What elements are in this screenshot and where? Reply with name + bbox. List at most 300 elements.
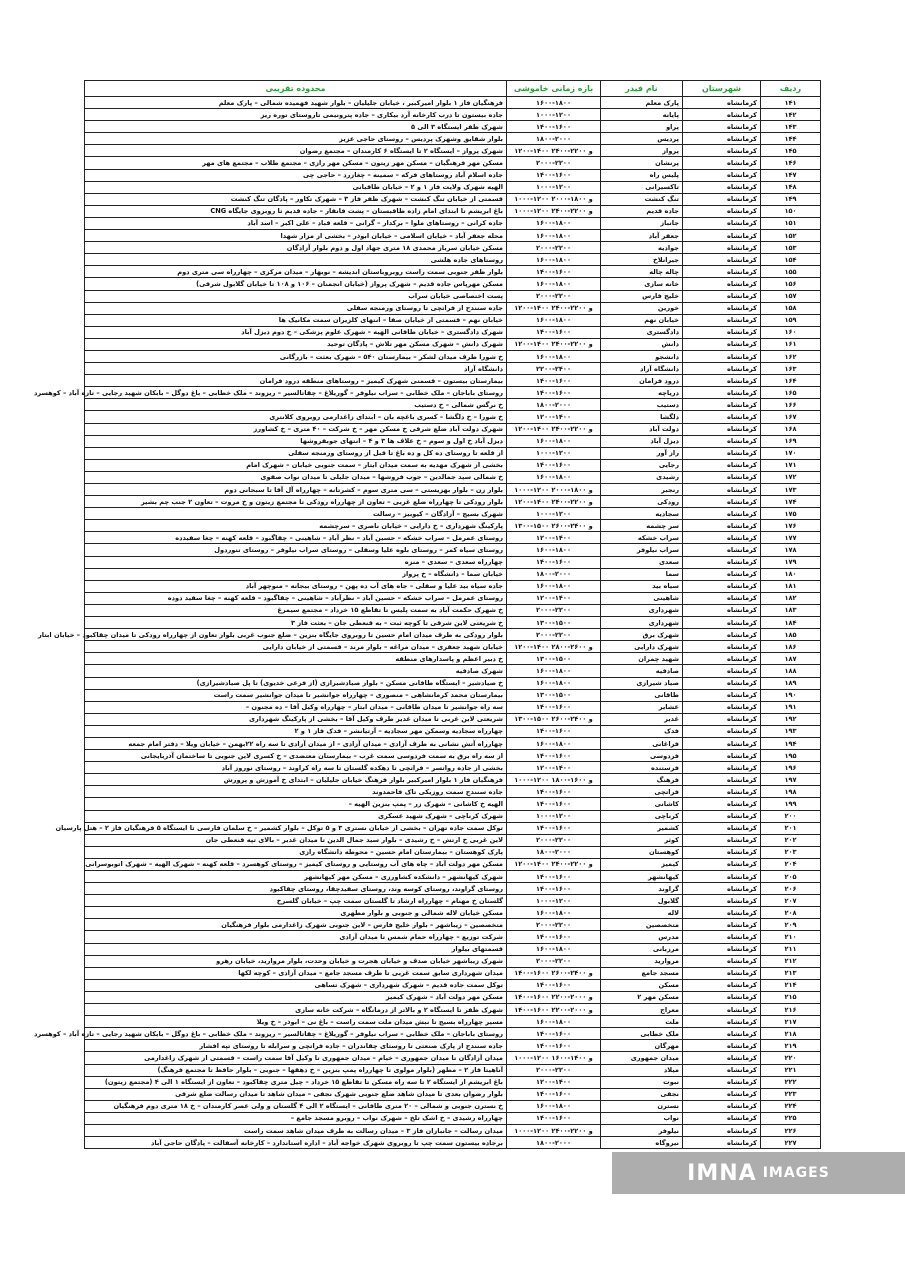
- cell-city: کرمانشاه: [683, 1124, 761, 1136]
- cell-row-number: ۱۷۱: [761, 459, 821, 471]
- cell-city: کرمانشاه: [683, 762, 761, 774]
- table-row: [85, 919, 821, 931]
- table-row: [85, 217, 821, 229]
- cell-approximate-area: شهرک دانش – شهرک مسکن مهر تلاش – پادگان توحید: [85, 338, 507, 350]
- header-feeder: نام فیدر: [601, 81, 683, 97]
- table-row: [85, 774, 821, 786]
- table-row: [85, 133, 821, 145]
- cell-approximate-area: مسکن خیابان سرباز محمدی ۱۸ متری جهاد اول و دوم بلوار آزادگان: [85, 242, 507, 254]
- cell-row-number: ۱۸۴: [761, 617, 821, 629]
- cell-feeder: سما: [601, 568, 683, 580]
- cell-city: کرمانشاه: [683, 266, 761, 278]
- cell-feeder: کوثر: [601, 834, 683, 846]
- table-row: [85, 290, 821, 302]
- cell-approximate-area: توکل سمت جاده تهران – بخشی از خیابان نستری ۳ و ۵ توکل – بلوار کشمیر – خ سلمان فارسی تا ایستگاه ۵ فرهنگیان فاز ۲ – هتل پارسیان: [85, 822, 507, 834]
- cell-outage-time: ۱۰۰۰-۱۲۰۰: [507, 447, 601, 459]
- cell-city: کرمانشاه: [683, 568, 761, 580]
- header-outage-time: بازه زمانی خاموشی: [507, 81, 601, 97]
- cell-outage-time: ۱۰۰۰-۱۲۰۰: [507, 810, 601, 822]
- cell-outage-time: ۱۶۰۰-۱۸۰۰: [507, 665, 601, 677]
- cell-approximate-area: پارکینگ شهرداری – خ دارایی – خیابان ناصری – سرچشمه: [85, 520, 507, 532]
- cell-outage-time: ۱۲۰۰-۱۴۰۰: [507, 762, 601, 774]
- cell-row-number: ۱۵۲: [761, 230, 821, 242]
- cell-city: کرمانشاه: [683, 544, 761, 556]
- cell-feeder: مسجد جامع: [601, 967, 683, 979]
- cell-feeder: سیاه بید: [601, 580, 683, 592]
- cell-city: کرمانشاه: [683, 1016, 761, 1028]
- cell-feeder: شهرک دارایی: [601, 641, 683, 653]
- cell-outage-time: ۱۰۰۰-۱۲۰۰ و ۲۲۰۰-۲۴۰۰: [507, 1124, 601, 1136]
- table-row: [85, 459, 821, 471]
- cell-approximate-area: روستای عمرمل – سراب خشکه – حسین آباد – نظر آباد – شاهینی – چقاگبود – قلعه کهنه – چغا سفیدده: [85, 532, 507, 544]
- table-row: [85, 641, 821, 653]
- cell-city: کرمانشاه: [683, 1028, 761, 1040]
- table-row: [85, 665, 821, 677]
- cell-row-number: ۱۸۱: [761, 580, 821, 592]
- cell-approximate-area: مسکن خیابان لاله شمالی و جنوبی و بلوار مطهری: [85, 907, 507, 919]
- cell-approximate-area: شهرک ظفر تا ایستگاه ۲ و بالاتر از درمانگاه – شرکت خانه سازی: [85, 1004, 507, 1016]
- cell-outage-time: ۱۰۰۰-۱۲۰۰: [507, 508, 601, 520]
- cell-feeder: تاکسیرانی: [601, 181, 683, 193]
- cell-row-number: ۱۹۸: [761, 786, 821, 798]
- cell-outage-time: ۱۴۰۰-۱۶۰۰: [507, 1028, 601, 1040]
- cell-city: کرمانشاه: [683, 97, 761, 109]
- cell-approximate-area: مسیر چهارراه بسیج تا نبش میدان ملت سمت راست – باغ نی – ابوذر – خ ویلا: [85, 1016, 507, 1028]
- cell-row-number: ۲۰۹: [761, 919, 821, 931]
- cell-row-number: ۱۶۱: [761, 338, 821, 350]
- cell-approximate-area: پست اختصاصی خیابان سراب: [85, 290, 507, 302]
- cell-feeder: نبوت: [601, 1076, 683, 1088]
- cell-city: کرمانشاه: [683, 193, 761, 205]
- cell-row-number: ۲۲۶: [761, 1124, 821, 1136]
- table-row: [85, 677, 821, 689]
- table-row: [85, 169, 821, 181]
- imna-images-watermark: [612, 1152, 905, 1194]
- cell-city: کرمانشاه: [683, 725, 761, 737]
- cell-row-number: ۲۰۶: [761, 883, 821, 895]
- cell-outage-time: ۱۸۰۰-۲۰۰۰: [507, 133, 601, 145]
- cell-approximate-area: خ شورا – خ دلگشا – کسری باغچه بان – ابتدای زاغدارمی روبروی کلانتری: [85, 411, 507, 423]
- table-row: [85, 592, 821, 604]
- cell-approximate-area: شهرک صادقیه: [85, 665, 507, 677]
- cell-row-number: ۱۷۸: [761, 544, 821, 556]
- table-row: [85, 387, 821, 399]
- cell-outage-time: ۲۰۰۰-۲۲۰۰: [507, 1064, 601, 1076]
- cell-outage-time: ۱۴۰۰-۱۶۰۰: [507, 169, 601, 181]
- cell-city: کرمانشاه: [683, 1112, 761, 1124]
- cell-row-number: ۱۹۳: [761, 725, 821, 737]
- cell-row-number: ۱۶۰: [761, 326, 821, 338]
- cell-outage-time: ۲۰۰۰-۲۲۰۰: [507, 604, 601, 616]
- cell-approximate-area: دانشگاه آزاد: [85, 363, 507, 375]
- table-row: [85, 193, 821, 205]
- cell-approximate-area: سه راه جوانشیر تا میدان طاقانی – میدان ابتار – چهارراه وکیل آقا – ده مجنون –: [85, 701, 507, 713]
- cell-feeder: صیاد شیرازی: [601, 677, 683, 689]
- table-row: [85, 447, 821, 459]
- cell-city: کرمانشاه: [683, 750, 761, 762]
- cell-row-number: ۱۸۷: [761, 653, 821, 665]
- cell-approximate-area: خ صیادشیر – ایستگاه طاقانی مسکن – بلوار صیادشیرازی (از فرعی خدیوی) تا پل صیادشیرازی): [85, 677, 507, 689]
- cell-approximate-area: میدان رسالت – جانبازان فاز ۳ – میدان رسالت به طرف میدان شاهد سمت راست: [85, 1124, 507, 1136]
- table-row: [85, 375, 821, 387]
- cell-feeder: سراب نیلوفر: [601, 544, 683, 556]
- cell-feeder: لاله: [601, 907, 683, 919]
- cell-approximate-area: فرهنگیان فاز ۱ بلوار امیرکبیر بلوار فرهنگ خیابان جلیلیان – ابتدای خ آموزش و پرورش: [85, 774, 507, 786]
- table-row: [85, 967, 821, 979]
- cell-feeder: مسکن مهر ۲: [601, 991, 683, 1003]
- table-row: [85, 266, 821, 278]
- cell-row-number: ۱۵۷: [761, 290, 821, 302]
- cell-feeder: جانباز: [601, 217, 683, 229]
- cell-city: کرمانشاه: [683, 665, 761, 677]
- cell-row-number: ۱۶۵: [761, 387, 821, 399]
- cell-outage-time: ۱۲۰۰-۱۴۰۰ و ۲۲۰۰-۲۴۰۰: [507, 496, 601, 508]
- cell-outage-time: ۱۶۰۰-۱۸۰۰: [507, 580, 601, 592]
- cell-outage-time: ۲۲۰۰-۲۴۰۰: [507, 363, 601, 375]
- cell-outage-time: ۲۰۰۰-۲۲۰۰: [507, 290, 601, 302]
- cell-feeder: دانش: [601, 338, 683, 350]
- cell-feeder: جاده قدیم: [601, 205, 683, 217]
- cell-row-number: ۱۵۶: [761, 278, 821, 290]
- table-row: [85, 871, 821, 883]
- cell-row-number: ۱۴۹: [761, 193, 821, 205]
- cell-feeder: سر چشمه: [601, 520, 683, 532]
- cell-city: کرمانشاه: [683, 556, 761, 568]
- table-row: [85, 508, 821, 520]
- cell-outage-time: ۱۶۰۰-۱۸۰۰: [507, 471, 601, 483]
- cell-row-number: ۲۰۵: [761, 871, 821, 883]
- table-row: [85, 762, 821, 774]
- outage-table: [33, 80, 821, 1149]
- cell-feeder: دانشگاه آزاد: [601, 363, 683, 375]
- cell-row-number: ۲۲۷: [761, 1137, 821, 1149]
- table-row: [85, 931, 821, 943]
- cell-feeder: جیرانلاخ: [601, 254, 683, 266]
- cell-outage-time: ۱۴۰۰-۱۶۰۰: [507, 375, 601, 387]
- cell-city: کرمانشاه: [683, 810, 761, 822]
- cell-outage-time: ۱۶۰۰-۱۸۰۰: [507, 544, 601, 556]
- table-row: [85, 181, 821, 193]
- table-row: [85, 230, 821, 242]
- cell-outage-time: ۱۳۰۰-۱۵۰۰: [507, 653, 601, 665]
- cell-row-number: ۱۸۳: [761, 604, 821, 616]
- table-row: [85, 1064, 821, 1076]
- cell-city: کرمانشاه: [683, 520, 761, 532]
- table-row: [85, 556, 821, 568]
- cell-feeder: میلاد: [601, 1064, 683, 1076]
- cell-city: کرمانشاه: [683, 737, 761, 749]
- cell-approximate-area: خ شمالی سید جمالدین – جوب فروشها – میدان جلیلی تا میدان نواب صفوی: [85, 471, 507, 483]
- cell-outage-time: ۱۰۰۰-۱۲۰۰: [507, 895, 601, 907]
- cell-feeder: پایانه: [601, 109, 683, 121]
- cell-city: کرمانشاه: [683, 1088, 761, 1100]
- cell-outage-time: ۱۲۰۰-۱۴۰۰: [507, 592, 601, 604]
- cell-feeder: فرهنگ: [601, 774, 683, 786]
- cell-approximate-area: مسکن مهر دولت آباد – شهرک کیمیز: [85, 991, 507, 1003]
- cell-row-number: ۲۱۵: [761, 991, 821, 1003]
- cell-feeder: فراتچی: [601, 786, 683, 798]
- cell-row-number: ۱۵۵: [761, 266, 821, 278]
- table-row: [85, 979, 821, 991]
- table-row: [85, 955, 821, 967]
- cell-feeder: مروارید: [601, 955, 683, 967]
- cell-feeder: مرزبانی: [601, 943, 683, 955]
- cell-approximate-area: بلوار ظفر جنوبی سمت راست روبروباستان اندیشه – نوبهار – میدان مرکزی – چهارراه سی متری دوم: [85, 266, 507, 278]
- cell-outage-time: ۱۴۰۰-۱۶۰۰: [507, 266, 601, 278]
- cell-row-number: ۱۶۲: [761, 350, 821, 362]
- cell-outage-time: ۱۴۰۰-۱۶۰۰: [507, 701, 601, 713]
- cell-city: کرمانشاه: [683, 979, 761, 991]
- cell-feeder: نجفی: [601, 1088, 683, 1100]
- table-row: [85, 471, 821, 483]
- table-row: [85, 689, 821, 701]
- cell-city: کرمانشاه: [683, 338, 761, 350]
- cell-approximate-area: برجاده بیستون سمت چپ تا روبروی شهرک خواجه آباد – اداره استاندارد – کارخانه آسفالت – پادگان حاجی آباد: [85, 1137, 507, 1149]
- cell-approximate-area: توکل سمت جاده قدیم – شهرک شهرداری – شهرک تساهی: [85, 979, 507, 991]
- table-header-row: [85, 81, 821, 97]
- cell-row-number: ۲۲۲: [761, 1076, 821, 1088]
- cell-row-number: ۱۸۰: [761, 568, 821, 580]
- cell-outage-time: ۲۰۰۰-۲۲۰۰: [507, 919, 601, 931]
- cell-outage-time: ۱۲۰۰-۱۴۰۰ و ۲۶۰۰-۲۸۰۰: [507, 641, 601, 653]
- cell-city: کرمانشاه: [683, 423, 761, 435]
- cell-feeder: پردیس: [601, 133, 683, 145]
- cell-row-number: ۱۷۹: [761, 556, 821, 568]
- cell-row-number: ۲۱۳: [761, 967, 821, 979]
- cell-feeder: نیلوفر: [601, 1124, 683, 1136]
- table-row: [85, 1124, 821, 1136]
- cell-approximate-area: جاده سنندج از فراتچی تا روستای ورمنجه سفلی: [85, 302, 507, 314]
- cell-row-number: ۱۴۸: [761, 181, 821, 193]
- cell-outage-time: ۱۰۰۰-۱۲۰۰ و ۱۶۰۰-۱۸۰۰: [507, 774, 601, 786]
- cell-feeder: پرواز: [601, 145, 683, 157]
- cell-approximate-area: محله جعفر آباد – خیابان اسلامی – خیابان ابوذر – بخشی از مزار شهدا: [85, 230, 507, 242]
- cell-city: کرمانشاه: [683, 1137, 761, 1149]
- cell-feeder: سعدی: [601, 556, 683, 568]
- table-row: [85, 302, 821, 314]
- cell-outage-time: ۱۴۰۰-۱۶۰۰: [507, 798, 601, 810]
- cell-row-number: ۲۰۷: [761, 895, 821, 907]
- cell-city: کرمانشاه: [683, 145, 761, 157]
- table-row: [85, 810, 821, 822]
- cell-city: کرمانشاه: [683, 774, 761, 786]
- cell-row-number: ۲۲۳: [761, 1088, 821, 1100]
- cell-feeder: شاهینی: [601, 592, 683, 604]
- cell-feeder: کشمیر: [601, 822, 683, 834]
- table-row: [85, 846, 821, 858]
- cell-city: کرمانشاه: [683, 604, 761, 616]
- cell-outage-time: ۱۲۰۰-۱۴۰۰ و ۲۲۰۰-۲۴۰۰: [507, 302, 601, 314]
- cell-outage-time: ۱۶۰۰-۱۸۰۰: [507, 278, 601, 290]
- cell-city: کرمانشاه: [683, 205, 761, 217]
- cell-city: کرمانشاه: [683, 314, 761, 326]
- cell-row-number: ۱۵۸: [761, 302, 821, 314]
- cell-approximate-area: لاین غربی خ ارتش – خ رشیدی – بلوار سید جمال الدین تا میدان غدیر – بالای تپه قنعطی جان: [85, 834, 507, 846]
- cell-row-number: ۲۲۵: [761, 1112, 821, 1124]
- cell-row-number: ۲۱۱: [761, 943, 821, 955]
- table-row: [85, 254, 821, 266]
- cell-city: کرمانشاه: [683, 907, 761, 919]
- table-row: [85, 604, 821, 616]
- table-row: [85, 109, 821, 121]
- cell-feeder: دریاچه: [601, 387, 683, 399]
- cell-outage-time: ۱۴۰۰-۱۶۰۰: [507, 121, 601, 133]
- cell-row-number: ۱۷۳: [761, 484, 821, 496]
- cell-city: کرمانشاه: [683, 121, 761, 133]
- cell-city: کرمانشاه: [683, 411, 761, 423]
- cell-approximate-area: چهارراه سعدی – سعدی – منزه: [85, 556, 507, 568]
- cell-row-number: ۲۰۸: [761, 907, 821, 919]
- cell-approximate-area: از سه راه برق به سمت فردوسی سمت غرب – بیمارستان معتضدی – خ کسری لاین جنوبی تا ساختمان آذربایجانی: [85, 750, 507, 762]
- cell-feeder: رنجبر: [601, 484, 683, 496]
- table-row: [85, 786, 821, 798]
- cell-feeder: درود فرامان: [601, 375, 683, 387]
- cell-approximate-area: شهرک کیهانشهر – دانشکده کشاورزی – مسکن مهر کیهانشهر: [85, 871, 507, 883]
- cell-outage-time: ۱۲۰۰-۱۴۰۰ و ۲۲۰۰-۲۴۰۰: [507, 423, 601, 435]
- cell-outage-time: ۱۲۰۰-۱۴۰۰: [507, 411, 601, 423]
- table-row: [85, 411, 821, 423]
- cell-outage-time: ۱۸۰۰-۲۰۰۰: [507, 1137, 601, 1149]
- cell-feeder: کاشانی: [601, 798, 683, 810]
- cell-row-number: ۲۲۴: [761, 1100, 821, 1112]
- table-row: [85, 145, 821, 157]
- cell-outage-time: ۱۴۰۰-۱۶۰۰: [507, 786, 601, 798]
- cell-feeder: کیمیز: [601, 858, 683, 870]
- cell-city: کرمانشاه: [683, 459, 761, 471]
- cell-feeder: پارک معلم: [601, 97, 683, 109]
- cell-outage-time: ۱۶۰۰-۱۸۰۰: [507, 435, 601, 447]
- table-row: [85, 701, 821, 713]
- cell-approximate-area: خ نسترن جنوبی و شمالی – ۲۰ متری طاقانی – ایستگاه ۲ الی ۴ گلستان و ولی عصر کارمندان – خ ۱۸ متری دوم فرهنگیان: [85, 1100, 507, 1112]
- cell-city: کرمانشاه: [683, 375, 761, 387]
- table-row: [85, 326, 821, 338]
- cell-outage-time: ۱۳۰۰-۱۵۰۰ و ۲۴۰۰-۲۶۰۰: [507, 520, 601, 532]
- cell-feeder: فردوسی: [601, 750, 683, 762]
- cell-approximate-area: چهارراه آتش نشانی به طرف آزادی – میدان آزادی – از میدان آزادی تا سه راه ۲۲بهمن – خیابان ویلا – دفتر امام جمعه: [85, 737, 507, 749]
- cell-approximate-area: خیابان شهید جعفری – میدان مراغه – بلوار مرند – قسمتی از خیابان دارایی: [85, 641, 507, 653]
- cell-row-number: ۲۱۰: [761, 931, 821, 943]
- cell-row-number: ۱۹۹: [761, 798, 821, 810]
- cell-feeder: خلیج فارس: [601, 290, 683, 302]
- cell-row-number: ۱۶۴: [761, 375, 821, 387]
- table-row: [85, 1088, 821, 1100]
- cell-feeder: چاله چاله: [601, 266, 683, 278]
- table-row: [85, 713, 821, 725]
- table-row: [85, 1040, 821, 1052]
- cell-approximate-area: روستای عمرمل – سراب خشکه – حسین آباد – نظرآباد – شاهینی – چقاگبود – قلعه کهنه – چغا سفید دوده: [85, 592, 507, 604]
- cell-feeder: شهرداری: [601, 604, 683, 616]
- cell-city: کرمانشاه: [683, 629, 761, 641]
- cell-row-number: ۱۴۱: [761, 97, 821, 109]
- cell-outage-time: ۱۰۰۰-۱۲۰۰ و ۲۲۰۰-۲۴۰۰: [507, 205, 601, 217]
- cell-city: کرمانشاه: [683, 895, 761, 907]
- cell-approximate-area: چهارراه رشیدی – خ اشک تلخ – شهرک نواب – روبرو مسجد جامع –: [85, 1112, 507, 1124]
- table-row: [85, 1100, 821, 1112]
- cell-city: کرمانشاه: [683, 1076, 761, 1088]
- cell-approximate-area: شرکت توزیع – چهارراه حمام شمس تا میدان آزادی: [85, 931, 507, 943]
- cell-row-number: ۲۱۸: [761, 1028, 821, 1040]
- cell-city: کرمانشاه: [683, 967, 761, 979]
- cell-approximate-area: جاده بیستون تا درب کارخانه آرد بیکاری – جاده پترونیمی تاروستای توره ریز: [85, 109, 507, 121]
- table-row: [85, 278, 821, 290]
- cell-outage-time: ۱۶۰۰-۱۸۰۰: [507, 907, 601, 919]
- cell-city: کرمانشاه: [683, 435, 761, 447]
- cell-approximate-area: بلوار رودکی به طرف میدان امام حسین تا روبروی جایگاه بنزین – ضلع جنوب غربی بلوار تعاون از چهارراه رودکی تا میدان چقاکبود – خیابان ابتار: [85, 629, 507, 641]
- cell-city: کرمانشاه: [683, 217, 761, 229]
- cell-outage-time: ۱۶۰۰-۱۸۰۰: [507, 97, 601, 109]
- table-row: [85, 205, 821, 217]
- cell-row-number: ۱۴۳: [761, 121, 821, 133]
- cell-city: کرمانشاه: [683, 871, 761, 883]
- cell-row-number: ۱۷۲: [761, 471, 821, 483]
- cell-approximate-area: شهرک دادگستری – خیابان طاقانی الهیه – شهرک علوم پزشکی – خ دوم دیزل آباد: [85, 326, 507, 338]
- cell-approximate-area: بیمارستان محمد کرمانشاهی – منصوری – چهارراه جوانشیر تا میدان جوانشیر سمت راست: [85, 689, 507, 701]
- cell-city: کرمانشاه: [683, 1004, 761, 1016]
- cell-outage-time: ۱۴۰۰-۱۶۰۰: [507, 556, 601, 568]
- cell-city: کرمانشاه: [683, 846, 761, 858]
- cell-feeder: فرستنده: [601, 762, 683, 774]
- cell-outage-time: ۱۸۰۰-۲۰۰۰: [507, 846, 601, 858]
- cell-outage-time: ۱۰۰۰-۱۲۰۰: [507, 109, 601, 121]
- cell-feeder: متخصصین: [601, 919, 683, 931]
- cell-outage-time: ۱۶۰۰-۱۸۰۰: [507, 1016, 601, 1028]
- cell-outage-time: ۱۴۰۰-۱۶۰۰: [507, 387, 601, 399]
- cell-approximate-area: مسکن مهر دولت آباد – چاه های آب روستایی و روستای کیمیز – روستای کوهسرد – قلعه کهنه – شهرک الهیه – شهرک اتوبوسرانی: [85, 858, 507, 870]
- cell-outage-time: ۲۰۰۰-۲۲۰۰: [507, 242, 601, 254]
- table-row: [85, 157, 821, 169]
- header-city: شهرستان: [683, 81, 761, 97]
- cell-outage-time: ۱۲۰۰-۱۴۰۰: [507, 532, 601, 544]
- cell-city: کرمانشاه: [683, 1064, 761, 1076]
- cell-row-number: ۱۸۲: [761, 592, 821, 604]
- cell-city: کرمانشاه: [683, 242, 761, 254]
- cell-approximate-area: شهرک ظفر ایستگاه ۳ الی ۵: [85, 121, 507, 133]
- cell-approximate-area: میدان آزادگان تا میدان جمهوری – خیام – میدان جمهوری تا وکیل آقا سمت راست – قسمتی از شهرک زاغدارمی: [85, 1052, 507, 1064]
- table-row: [85, 97, 821, 109]
- cell-approximate-area: الهیه شهرک ولایت فاز ۱ و ۲ – خیابان طاقبانی: [85, 181, 507, 193]
- cell-row-number: ۲۰۱: [761, 822, 821, 834]
- table-row: [85, 1028, 821, 1040]
- cell-city: کرمانشاه: [683, 617, 761, 629]
- cell-row-number: ۱۶۸: [761, 423, 821, 435]
- watermark-sub-text: IMAGES: [762, 1165, 830, 1181]
- table-row: [85, 568, 821, 580]
- cell-feeder: خانه سازی: [601, 278, 683, 290]
- cell-city: کرمانشاه: [683, 254, 761, 266]
- cell-row-number: ۱۶۷: [761, 411, 821, 423]
- cell-outage-time: ۲۰۰۰-۲۲۰۰: [507, 157, 601, 169]
- cell-row-number: ۱۴۷: [761, 169, 821, 181]
- cell-city: کرمانشاه: [683, 387, 761, 399]
- cell-city: کرمانشاه: [683, 1052, 761, 1064]
- cell-city: کرمانشاه: [683, 350, 761, 362]
- cell-city: کرمانشاه: [683, 532, 761, 544]
- cell-outage-time: ۱۲۰۰-۱۴۰۰ و ۲۲۰۰-۲۴۰۰: [507, 858, 601, 870]
- cell-outage-time: ۱۴۰۰-۱۶۰۰: [507, 1040, 601, 1052]
- cell-feeder: نیروگاه: [601, 1137, 683, 1149]
- cell-approximate-area: میدان شهرداری سابق سمت غربی تا طرف مسجد جامع – میدان آزادی – کوچه لکها: [85, 967, 507, 979]
- cell-row-number: ۱۹۴: [761, 737, 821, 749]
- cell-outage-time: ۱۴۰۰-۱۶۰۰ و ۲۰۰۰-۲۲۰۰: [507, 991, 601, 1003]
- cell-approximate-area: خ شریعتی لاین شرقی تا کوچه ثبت – به قنعطی جان – بعثت فاز ۳: [85, 617, 507, 629]
- cell-row-number: ۱۵۰: [761, 205, 821, 217]
- cell-approximate-area: آناهیتا فاز ۲ – مطهر (بلوار مولوی تا چهارراه پمپ بنزین – خ دهقها – جنوبی – بلوار حافظ تا مجتمع فرهنگ): [85, 1064, 507, 1076]
- cell-city: کرمانشاه: [683, 955, 761, 967]
- cell-approximate-area: خ شورا طرف میدان لشکر – بیمارستان ۵۴۰ – شهرک بعثت – بازرگانی: [85, 350, 507, 362]
- cell-city: کرمانشاه: [683, 580, 761, 592]
- cell-row-number: ۲۱۲: [761, 955, 821, 967]
- cell-feeder: غدیر: [601, 713, 683, 725]
